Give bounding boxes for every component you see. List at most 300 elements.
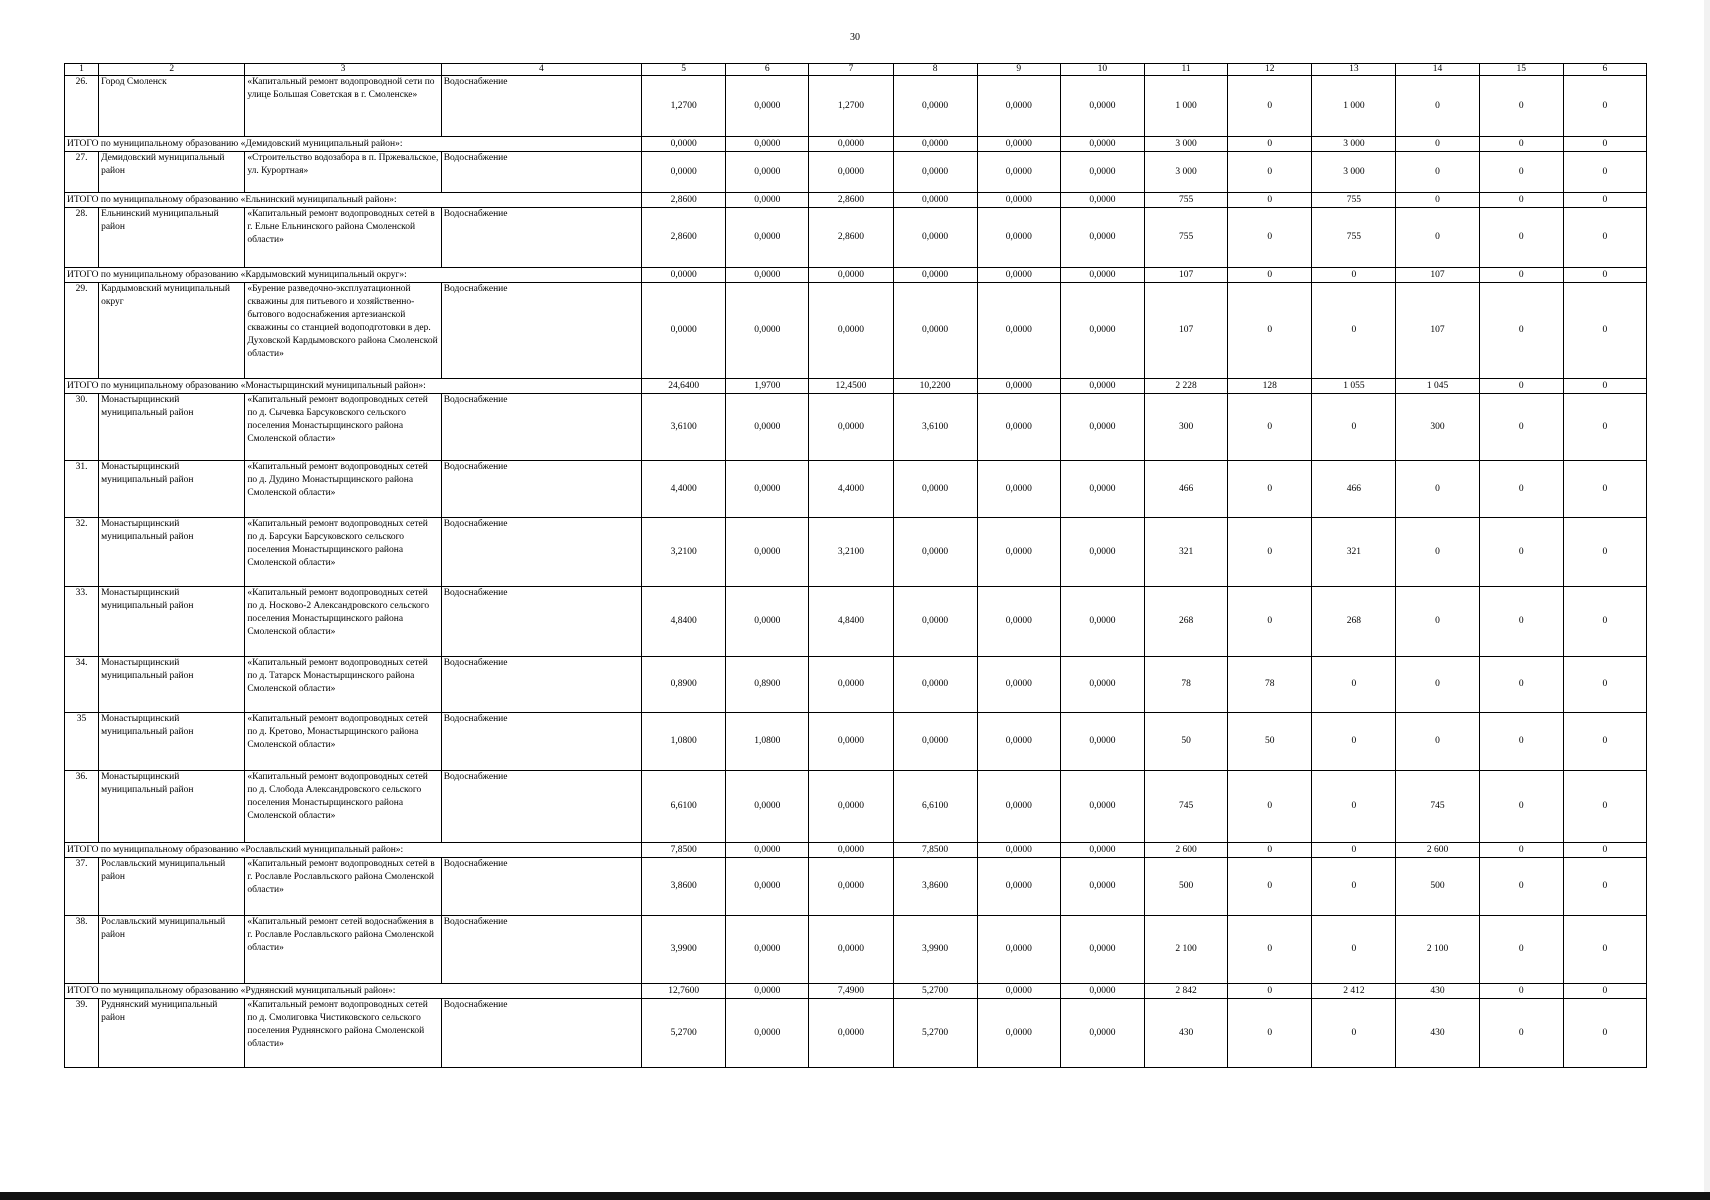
project-row: [65, 283, 1647, 379]
project-row: [65, 152, 1647, 193]
value-cell: 0: [1312, 283, 1396, 379]
row-number-cell: 30.: [65, 394, 99, 461]
value-cell: 0: [1479, 461, 1563, 518]
project-name-cell: «Капитальный ремонт водопроводных сетей по д. Сычевка Барсуковского сельского поселения Монастырщинского района Смоленской области»: [245, 394, 441, 461]
value-cell: 107: [1145, 283, 1228, 379]
purpose-cell: Водоснабжение: [441, 916, 641, 984]
subtotal-value-cell: 0: [1563, 193, 1646, 208]
value-cell: 0: [1563, 713, 1646, 771]
subtotal-value-cell: 0: [1312, 268, 1396, 283]
project-row: [65, 858, 1647, 916]
value-cell: 0,0000: [1060, 76, 1144, 137]
value-cell: 0,0000: [977, 461, 1060, 518]
project-name-cell: «Капитальный ремонт сетей водоснабжения в г. Рославле Рославльского района Смоленской области»: [245, 916, 441, 984]
subtotal-row: [65, 137, 1647, 152]
value-cell: 0: [1396, 518, 1479, 587]
value-cell: 0,0000: [726, 587, 809, 657]
subtotal-row: [65, 379, 1647, 394]
value-cell: 0,0000: [726, 518, 809, 587]
row-number-cell: 37.: [65, 858, 99, 916]
value-cell: 0,0000: [1060, 283, 1144, 379]
value-cell: 0,0000: [893, 587, 977, 657]
subtotal-value-cell: 0: [1479, 193, 1563, 208]
project-name-cell: «Строительство водозабора в п. Пржевальское, ул. Курортная»: [245, 152, 441, 193]
column-number-cell: 12: [1228, 64, 1312, 76]
value-cell: 5,2700: [642, 999, 726, 1068]
subtotal-value-cell: 2 842: [1145, 984, 1228, 999]
value-cell: 0: [1479, 76, 1563, 137]
value-cell: 0,0000: [642, 152, 726, 193]
column-number-cell: 5: [642, 64, 726, 76]
value-cell: 107: [1396, 283, 1479, 379]
subtotal-value-cell: 0,0000: [1060, 137, 1144, 152]
subtotal-value-cell: 107: [1396, 268, 1479, 283]
value-cell: 0: [1479, 916, 1563, 984]
value-cell: 0: [1228, 152, 1312, 193]
municipality-cell: Монастырщинский муниципальный район: [99, 518, 245, 587]
value-cell: 0,0000: [893, 713, 977, 771]
value-cell: 500: [1396, 858, 1479, 916]
project-name-cell: «Капитальный ремонт водопроводных сетей по д. Барсуки Барсуковского сельского поселения Монастырщинского района Смоленской области»: [245, 518, 441, 587]
scan-bottom-bar: [0, 1192, 1710, 1200]
value-cell: 0: [1396, 152, 1479, 193]
row-number-cell: 35: [65, 713, 99, 771]
value-cell: 0: [1228, 394, 1312, 461]
project-name-cell: «Капитальный ремонт водопроводных сетей по д. Смолиговка Чистиковского сельского поселения Руднянского района Смоленской области»: [245, 999, 441, 1068]
value-cell: 0,0000: [977, 999, 1060, 1068]
project-name-cell: «Капитальный ремонт водопроводных сетей по д. Татарск Монастырщинского района Смоленской области»: [245, 657, 441, 713]
value-cell: 0,0000: [977, 587, 1060, 657]
value-cell: 0,0000: [1060, 394, 1144, 461]
value-cell: 0,0000: [893, 76, 977, 137]
subtotal-value-cell: 0,0000: [893, 193, 977, 208]
subtotal-value-cell: 3 000: [1312, 137, 1396, 152]
value-cell: 0,0000: [977, 657, 1060, 713]
value-cell: 466: [1145, 461, 1228, 518]
column-number-cell: 8: [893, 64, 977, 76]
subtotal-value-cell: 1 055: [1312, 379, 1396, 394]
subtotal-value-cell: 0,0000: [1060, 984, 1144, 999]
purpose-cell: Водоснабжение: [441, 518, 641, 587]
value-cell: 3,9900: [893, 916, 977, 984]
subtotal-value-cell: 5,2700: [893, 984, 977, 999]
value-cell: 1,2700: [642, 76, 726, 137]
value-cell: 321: [1145, 518, 1228, 587]
value-cell: 4,8400: [809, 587, 893, 657]
row-number-cell: 27.: [65, 152, 99, 193]
subtotal-value-cell: 0,0000: [726, 193, 809, 208]
value-cell: 0,0000: [893, 518, 977, 587]
subtotal-value-cell: 430: [1396, 984, 1479, 999]
value-cell: 0: [1312, 999, 1396, 1068]
municipality-cell: Демидовский муниципальный район: [99, 152, 245, 193]
subtotal-value-cell: 0: [1228, 137, 1312, 152]
subtotal-value-cell: 0,0000: [1060, 843, 1144, 858]
value-cell: 3,8600: [893, 858, 977, 916]
purpose-cell: Водоснабжение: [441, 152, 641, 193]
value-cell: 0: [1479, 587, 1563, 657]
subtotal-value-cell: 2 600: [1396, 843, 1479, 858]
value-cell: 0,0000: [726, 152, 809, 193]
subtotal-value-cell: 1,9700: [726, 379, 809, 394]
value-cell: 0,0000: [726, 394, 809, 461]
row-number-cell: 28.: [65, 208, 99, 268]
value-cell: 0: [1479, 208, 1563, 268]
subtotal-value-cell: 0,0000: [1060, 268, 1144, 283]
value-cell: 0: [1228, 518, 1312, 587]
value-cell: 0: [1563, 152, 1646, 193]
subtotal-value-cell: 0,0000: [1060, 193, 1144, 208]
value-cell: 0: [1396, 461, 1479, 518]
value-cell: 0: [1396, 657, 1479, 713]
project-row: [65, 208, 1647, 268]
subtotal-value-cell: 0: [1396, 193, 1479, 208]
value-cell: 0,0000: [809, 394, 893, 461]
project-name-cell: «Капитальный ремонт водопроводных сетей по д. Слобода Александровского сельского поселения Монастырщинского района Смоленской области»: [245, 771, 441, 843]
value-cell: 0: [1563, 208, 1646, 268]
value-cell: 0: [1479, 518, 1563, 587]
subtotal-value-cell: 2,8600: [642, 193, 726, 208]
value-cell: 0,0000: [977, 208, 1060, 268]
value-cell: 0: [1228, 461, 1312, 518]
project-name-cell: «Капитальный ремонт водопроводных сетей по д. Дудино Монастырщинского района Смоленской области»: [245, 461, 441, 518]
value-cell: 0,0000: [809, 152, 893, 193]
row-number-cell: 39.: [65, 999, 99, 1068]
value-cell: 0: [1563, 999, 1646, 1068]
value-cell: 1 000: [1312, 76, 1396, 137]
subtotal-value-cell: 0: [1228, 193, 1312, 208]
subtotal-value-cell: 0,0000: [977, 268, 1060, 283]
subtotal-label: ИТОГО по муниципальному образованию «Рославльский муниципальный район»:: [65, 843, 642, 858]
value-cell: 0,0000: [1060, 916, 1144, 984]
value-cell: 0,0000: [977, 713, 1060, 771]
subtotal-value-cell: 3 000: [1145, 137, 1228, 152]
value-cell: 0: [1228, 208, 1312, 268]
value-cell: 430: [1145, 999, 1228, 1068]
value-cell: 3 000: [1145, 152, 1228, 193]
subtotal-label: ИТОГО по муниципальному образованию «Монастырщинский муниципальный район»:: [65, 379, 642, 394]
subtotal-value-cell: 0,0000: [809, 137, 893, 152]
project-row: [65, 999, 1647, 1068]
value-cell: 0,0000: [977, 76, 1060, 137]
subtotal-value-cell: 0: [1228, 984, 1312, 999]
value-cell: 0,0000: [1060, 771, 1144, 843]
value-cell: 300: [1145, 394, 1228, 461]
municipality-cell: Монастырщинский муниципальный район: [99, 771, 245, 843]
subtotal-value-cell: 7,4900: [809, 984, 893, 999]
value-cell: 1,0800: [642, 713, 726, 771]
value-cell: 2,8600: [642, 208, 726, 268]
project-row: [65, 771, 1647, 843]
municipality-cell: Город Смоленск: [99, 76, 245, 137]
project-name-cell: «Капитальный ремонт водопроводных сетей по д. Кретово, Монастырщинского района Смоленской области»: [245, 713, 441, 771]
value-cell: 0: [1228, 999, 1312, 1068]
value-cell: 0,0000: [893, 208, 977, 268]
subtotal-value-cell: 755: [1145, 193, 1228, 208]
value-cell: 0: [1312, 394, 1396, 461]
municipality-cell: Кардымовский муниципальный округ: [99, 283, 245, 379]
purpose-cell: Водоснабжение: [441, 208, 641, 268]
project-row: [65, 713, 1647, 771]
value-cell: 0: [1228, 771, 1312, 843]
value-cell: 0,0000: [977, 518, 1060, 587]
subtotal-value-cell: 0,0000: [977, 137, 1060, 152]
value-cell: 0: [1312, 916, 1396, 984]
value-cell: 0,0000: [809, 858, 893, 916]
value-cell: 0: [1228, 858, 1312, 916]
value-cell: 50: [1228, 713, 1312, 771]
page-number: 30: [850, 32, 860, 43]
column-number-cell: 3: [245, 64, 441, 76]
column-number-cell: 11: [1145, 64, 1228, 76]
subtotal-value-cell: 0: [1563, 843, 1646, 858]
value-cell: 430: [1396, 999, 1479, 1068]
row-number-cell: 32.: [65, 518, 99, 587]
column-number-cell: 4: [441, 64, 641, 76]
subtotal-value-cell: 2 600: [1145, 843, 1228, 858]
subtotal-value-cell: 2,8600: [809, 193, 893, 208]
subtotal-value-cell: 0,0000: [977, 193, 1060, 208]
project-row: [65, 518, 1647, 587]
municipality-cell: Монастырщинский муниципальный район: [99, 394, 245, 461]
value-cell: 268: [1312, 587, 1396, 657]
subtotal-row: [65, 843, 1647, 858]
subtotal-value-cell: 107: [1145, 268, 1228, 283]
row-number-cell: 38.: [65, 916, 99, 984]
value-cell: 321: [1312, 518, 1396, 587]
value-cell: 0,0000: [809, 999, 893, 1068]
value-cell: 3,2100: [809, 518, 893, 587]
purpose-cell: Водоснабжение: [441, 858, 641, 916]
value-cell: 0,0000: [977, 858, 1060, 916]
value-cell: 0,0000: [809, 657, 893, 713]
value-cell: 0: [1563, 76, 1646, 137]
subtotal-value-cell: 0,0000: [893, 137, 977, 152]
value-cell: 0,0000: [977, 771, 1060, 843]
value-cell: 0: [1563, 771, 1646, 843]
column-number-cell: 6: [726, 64, 809, 76]
value-cell: 0: [1396, 587, 1479, 657]
value-cell: 2 100: [1396, 916, 1479, 984]
subtotal-label: ИТОГО по муниципальному образованию «Руднянский муниципальный район»:: [65, 984, 642, 999]
value-cell: 0,0000: [1060, 999, 1144, 1068]
municipality-cell: Руднянский муниципальный район: [99, 999, 245, 1068]
subtotal-value-cell: 0,0000: [1060, 379, 1144, 394]
value-cell: 4,4000: [642, 461, 726, 518]
value-cell: 3,6100: [642, 394, 726, 461]
subtotal-value-cell: 0,0000: [726, 268, 809, 283]
value-cell: 2,8600: [809, 208, 893, 268]
value-cell: 0: [1479, 858, 1563, 916]
subtotal-value-cell: 0,0000: [726, 137, 809, 152]
value-cell: 0: [1563, 916, 1646, 984]
municipality-cell: Монастырщинский муниципальный район: [99, 657, 245, 713]
value-cell: 4,4000: [809, 461, 893, 518]
subtotal-value-cell: 0: [1563, 984, 1646, 999]
value-cell: 0: [1563, 283, 1646, 379]
project-row: [65, 461, 1647, 518]
column-number-cell: 9: [977, 64, 1060, 76]
value-cell: 0: [1312, 713, 1396, 771]
purpose-cell: Водоснабжение: [441, 713, 641, 771]
row-number-cell: 33.: [65, 587, 99, 657]
value-cell: 466: [1312, 461, 1396, 518]
subtotal-value-cell: 7,8500: [642, 843, 726, 858]
value-cell: 3,8600: [642, 858, 726, 916]
value-cell: 1,2700: [809, 76, 893, 137]
municipality-cell: Монастырщинский муниципальный район: [99, 713, 245, 771]
column-number-cell: 1: [65, 64, 99, 76]
subtotal-value-cell: 0,0000: [642, 137, 726, 152]
subtotal-value-cell: 0,0000: [977, 379, 1060, 394]
subtotal-value-cell: 24,6400: [642, 379, 726, 394]
value-cell: 0: [1479, 713, 1563, 771]
value-cell: 0: [1312, 657, 1396, 713]
subtotal-value-cell: 10,2200: [893, 379, 977, 394]
subtotal-value-cell: 0: [1312, 843, 1396, 858]
value-cell: 0,0000: [1060, 858, 1144, 916]
value-cell: 0,0000: [893, 152, 977, 193]
purpose-cell: Водоснабжение: [441, 461, 641, 518]
subtotal-value-cell: 7,8500: [893, 843, 977, 858]
subtotal-value-cell: 0: [1479, 843, 1563, 858]
column-number-cell: 6: [1563, 64, 1646, 76]
subtotal-value-cell: 2 228: [1145, 379, 1228, 394]
subtotal-value-cell: 128: [1228, 379, 1312, 394]
value-cell: 3 000: [1312, 152, 1396, 193]
value-cell: 2 100: [1145, 916, 1228, 984]
value-cell: 3,9900: [642, 916, 726, 984]
value-cell: 0,0000: [977, 916, 1060, 984]
value-cell: 0,0000: [1060, 152, 1144, 193]
value-cell: 0,0000: [726, 283, 809, 379]
value-cell: 0,0000: [809, 283, 893, 379]
subtotal-value-cell: 0,0000: [642, 268, 726, 283]
value-cell: 0,0000: [1060, 657, 1144, 713]
value-cell: 0: [1479, 394, 1563, 461]
project-name-cell: «Капитальный ремонт водопроводных сетей в г. Рославле Рославльского района Смоленской области»: [245, 858, 441, 916]
subtotal-value-cell: 2 412: [1312, 984, 1396, 999]
value-cell: 0: [1396, 76, 1479, 137]
value-cell: 0,0000: [893, 461, 977, 518]
purpose-cell: Водоснабжение: [441, 999, 641, 1068]
subtotal-row: [65, 984, 1647, 999]
subtotal-value-cell: 0,0000: [809, 268, 893, 283]
value-cell: 0,8900: [642, 657, 726, 713]
value-cell: 78: [1228, 657, 1312, 713]
value-cell: 0,0000: [809, 916, 893, 984]
subtotal-label: ИТОГО по муниципальному образованию «Кардымовский муниципальный округ»:: [65, 268, 642, 283]
value-cell: 3,6100: [893, 394, 977, 461]
value-cell: 0: [1563, 587, 1646, 657]
value-cell: 0: [1563, 657, 1646, 713]
value-cell: 50: [1145, 713, 1228, 771]
value-cell: 78: [1145, 657, 1228, 713]
value-cell: 4,8400: [642, 587, 726, 657]
project-row: [65, 657, 1647, 713]
value-cell: 3,2100: [642, 518, 726, 587]
value-cell: 0,0000: [726, 76, 809, 137]
subtotal-label: ИТОГО по муниципальному образованию «Демидовский муниципальный район»:: [65, 137, 642, 152]
municipality-cell: Монастырщинский муниципальный район: [99, 587, 245, 657]
column-number-cell: 13: [1312, 64, 1396, 76]
row-number-cell: 26.: [65, 76, 99, 137]
municipality-cell: Рославльский муниципальный район: [99, 916, 245, 984]
value-cell: 745: [1396, 771, 1479, 843]
subtotal-value-cell: 0: [1563, 268, 1646, 283]
value-cell: 0: [1396, 713, 1479, 771]
subtotal-value-cell: 0: [1479, 137, 1563, 152]
value-cell: 0,0000: [642, 283, 726, 379]
subtotal-value-cell: 755: [1312, 193, 1396, 208]
value-cell: 0,0000: [726, 916, 809, 984]
value-cell: 0: [1479, 283, 1563, 379]
subtotal-row: [65, 193, 1647, 208]
value-cell: 0: [1563, 461, 1646, 518]
purpose-cell: Водоснабжение: [441, 657, 641, 713]
value-cell: 0,0000: [1060, 461, 1144, 518]
value-cell: 0,0000: [1060, 587, 1144, 657]
value-cell: 0: [1396, 208, 1479, 268]
value-cell: 6,6100: [893, 771, 977, 843]
value-cell: 745: [1145, 771, 1228, 843]
value-cell: 0,0000: [809, 771, 893, 843]
row-number-cell: 31.: [65, 461, 99, 518]
value-cell: 755: [1312, 208, 1396, 268]
value-cell: 0: [1312, 858, 1396, 916]
subtotal-label: ИТОГО по муниципальному образованию «Ельнинский муниципальный район»:: [65, 193, 642, 208]
table-body: [65, 64, 1647, 1068]
project-row: [65, 394, 1647, 461]
purpose-cell: Водоснабжение: [441, 394, 641, 461]
subtotal-value-cell: 0: [1228, 843, 1312, 858]
purpose-cell: Водоснабжение: [441, 283, 641, 379]
subtotal-value-cell: 0: [1228, 268, 1312, 283]
value-cell: 0,0000: [726, 858, 809, 916]
value-cell: 0: [1479, 152, 1563, 193]
scan-edge: [1704, 0, 1710, 1192]
value-cell: 0,0000: [726, 999, 809, 1068]
subtotal-value-cell: 0,0000: [726, 843, 809, 858]
investment-table: [64, 63, 1647, 1068]
value-cell: 0: [1228, 587, 1312, 657]
column-number-cell: 15: [1479, 64, 1563, 76]
purpose-cell: Водоснабжение: [441, 587, 641, 657]
municipality-cell: Ельнинский муниципальный район: [99, 208, 245, 268]
value-cell: 268: [1145, 587, 1228, 657]
value-cell: 0: [1563, 518, 1646, 587]
value-cell: 0: [1479, 657, 1563, 713]
value-cell: 0,0000: [893, 283, 977, 379]
value-cell: 0,0000: [977, 283, 1060, 379]
value-cell: 0,0000: [726, 771, 809, 843]
subtotal-value-cell: 0: [1479, 984, 1563, 999]
subtotal-row: [65, 268, 1647, 283]
value-cell: 500: [1145, 858, 1228, 916]
value-cell: 0: [1228, 283, 1312, 379]
value-cell: 0: [1479, 999, 1563, 1068]
column-number-cell: 7: [809, 64, 893, 76]
value-cell: 0,0000: [893, 657, 977, 713]
column-number-row: [65, 64, 1647, 76]
value-cell: 1,0800: [726, 713, 809, 771]
subtotal-value-cell: 0,0000: [977, 843, 1060, 858]
value-cell: 0,0000: [726, 461, 809, 518]
project-row: [65, 587, 1647, 657]
column-number-cell: 2: [99, 64, 245, 76]
value-cell: 0: [1563, 858, 1646, 916]
row-number-cell: 34.: [65, 657, 99, 713]
